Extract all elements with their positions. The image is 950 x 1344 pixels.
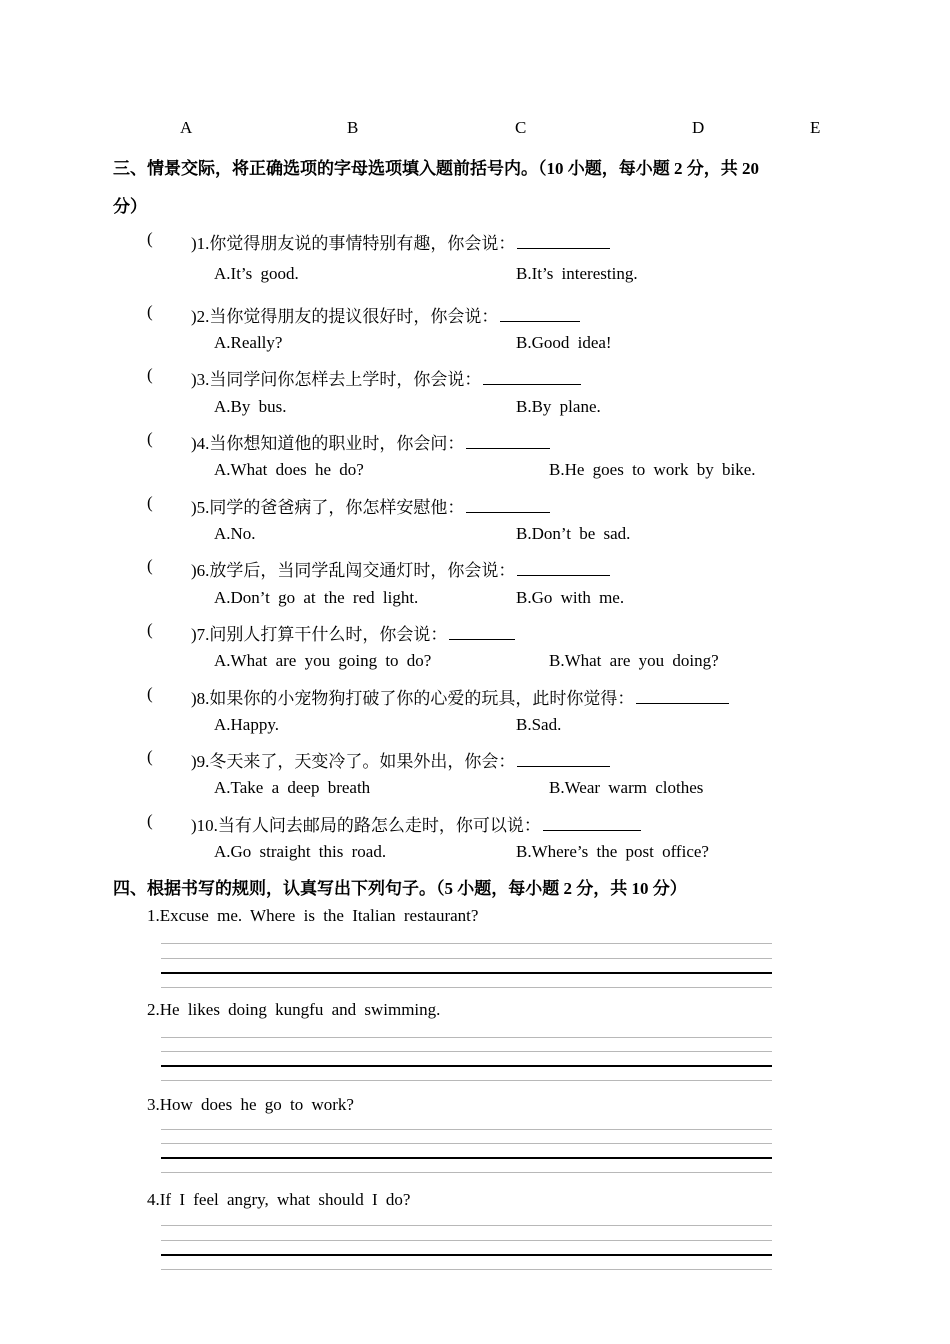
writing-line[interactable] xyxy=(161,1143,772,1144)
copy-sentence-4: 4.If I feel angry, what should I do? xyxy=(147,1190,411,1209)
q1-option-a: A.It’s good. xyxy=(214,264,299,283)
writing-line[interactable] xyxy=(161,1225,772,1226)
writing-baseline[interactable] xyxy=(161,1157,772,1159)
answer-blank[interactable] xyxy=(517,234,610,249)
answer-blank[interactable] xyxy=(636,689,729,704)
q2-option-b: B.Good idea! xyxy=(516,333,612,352)
q9-option-a: A.Take a deep breath xyxy=(214,778,371,797)
question-5: )5.同学的爸爸病了，你怎样安慰他： xyxy=(191,493,550,518)
question-3: )3.当同学问你怎样去上学时，你会说： xyxy=(191,365,581,390)
answer-blank[interactable] xyxy=(517,561,610,576)
section3-title-cont: 分） xyxy=(113,197,147,216)
writing-line[interactable] xyxy=(161,1051,772,1052)
answer-blank[interactable] xyxy=(466,434,550,449)
writing-baseline[interactable] xyxy=(161,972,772,974)
answer-blank[interactable] xyxy=(466,498,550,513)
q10-option-b: B.Where’s the post office? xyxy=(516,842,709,861)
q8-option-a: A.Happy. xyxy=(214,715,279,734)
copy-sentence-1: 1.Excuse me. Where is the Italian restaurant? xyxy=(147,906,479,925)
q8-option-b: B.Sad. xyxy=(516,715,562,734)
writing-line[interactable] xyxy=(161,1129,772,1130)
q6-option-b: B.Go with me. xyxy=(516,588,625,607)
question-2: )2.当你觉得朋友的提议很好时，你会说： xyxy=(191,302,580,327)
q4-option-b: B.He goes to work by bike. xyxy=(549,460,756,479)
writing-line[interactable] xyxy=(161,943,772,944)
writing-line[interactable] xyxy=(161,1037,772,1038)
writing-line[interactable] xyxy=(161,1080,772,1081)
q6-option-a: A.Don’t go at the red light. xyxy=(214,588,419,607)
writing-baseline[interactable] xyxy=(161,1254,772,1256)
question-10: )10.当有人问去邮局的路怎么走时，你可以说： xyxy=(191,811,641,836)
writing-baseline[interactable] xyxy=(161,1065,772,1067)
question-8: )8.如果你的小宠物狗打破了你的心爱的玩具，此时你觉得： xyxy=(191,684,729,709)
answer-paren[interactable]: ( xyxy=(147,429,153,448)
answer-blank[interactable] xyxy=(517,752,610,767)
q2-option-a: A.Really? xyxy=(214,333,283,352)
writing-line[interactable] xyxy=(161,1172,772,1173)
question-1: )1.你觉得朋友说的事情特别有趣，你会说： xyxy=(191,229,610,254)
writing-line[interactable] xyxy=(161,958,772,959)
q3-option-a: A.By bus. xyxy=(214,397,287,416)
answer-blank[interactable] xyxy=(543,816,641,831)
question-6: )6.放学后，当同学乱闯交通灯时，你会说： xyxy=(191,556,610,581)
q1-option-b: B.It’s interesting. xyxy=(516,264,638,283)
answer-paren[interactable]: ( xyxy=(147,493,153,512)
q7-option-b: B.What are you doing? xyxy=(549,651,719,670)
writing-line[interactable] xyxy=(161,987,772,988)
answer-paren[interactable]: ( xyxy=(147,365,153,384)
question-9: )9.冬天来了，天变冷了。如果外出，你会： xyxy=(191,747,610,772)
image-letter-b: B xyxy=(347,118,359,137)
image-letter-e: E xyxy=(810,118,821,137)
copy-sentence-3: 3.How does he go to work? xyxy=(147,1095,354,1114)
image-letter-d: D xyxy=(692,118,705,137)
answer-paren[interactable]: ( xyxy=(147,556,153,575)
answer-paren[interactable]: ( xyxy=(147,684,153,703)
answer-paren[interactable]: ( xyxy=(147,302,153,321)
q7-option-a: A.What are you going to do? xyxy=(214,651,432,670)
q9-option-b: B.Wear warm clothes xyxy=(549,778,704,797)
answer-blank[interactable] xyxy=(483,370,581,385)
answer-paren[interactable]: ( xyxy=(147,229,153,248)
q5-option-a: A.No. xyxy=(214,524,256,543)
question-4: )4.当你想知道他的职业时，你会问： xyxy=(191,429,550,454)
q10-option-a: A.Go straight this road. xyxy=(214,842,387,861)
question-7: )7.问别人打算干什么时，你会说： xyxy=(191,620,515,645)
copy-sentence-2: 2.He likes doing kungfu and swimming. xyxy=(147,1000,441,1019)
answer-paren[interactable]: ( xyxy=(147,620,153,639)
section3-title: 三、情景交际，将正确选项的字母选项填入题前括号内。（10 小题，每小题 2 分，共 20 xyxy=(113,159,759,178)
q4-option-a: A.What does he do? xyxy=(214,460,364,479)
q3-option-b: B.By plane. xyxy=(516,397,601,416)
q5-option-b: B.Don’t be sad. xyxy=(516,524,631,543)
writing-line[interactable] xyxy=(161,1269,772,1270)
answer-paren[interactable]: ( xyxy=(147,811,153,830)
answer-blank[interactable] xyxy=(500,307,580,322)
answer-paren[interactable]: ( xyxy=(147,747,153,766)
answer-blank[interactable] xyxy=(449,625,515,640)
section4-title: 四、根据书写的规则，认真写出下列句子。（5 小题，每小题 2 分，共 10 分） xyxy=(113,879,687,898)
image-letter-a: A xyxy=(180,118,193,137)
writing-line[interactable] xyxy=(161,1240,772,1241)
image-letter-c: C xyxy=(515,118,527,137)
